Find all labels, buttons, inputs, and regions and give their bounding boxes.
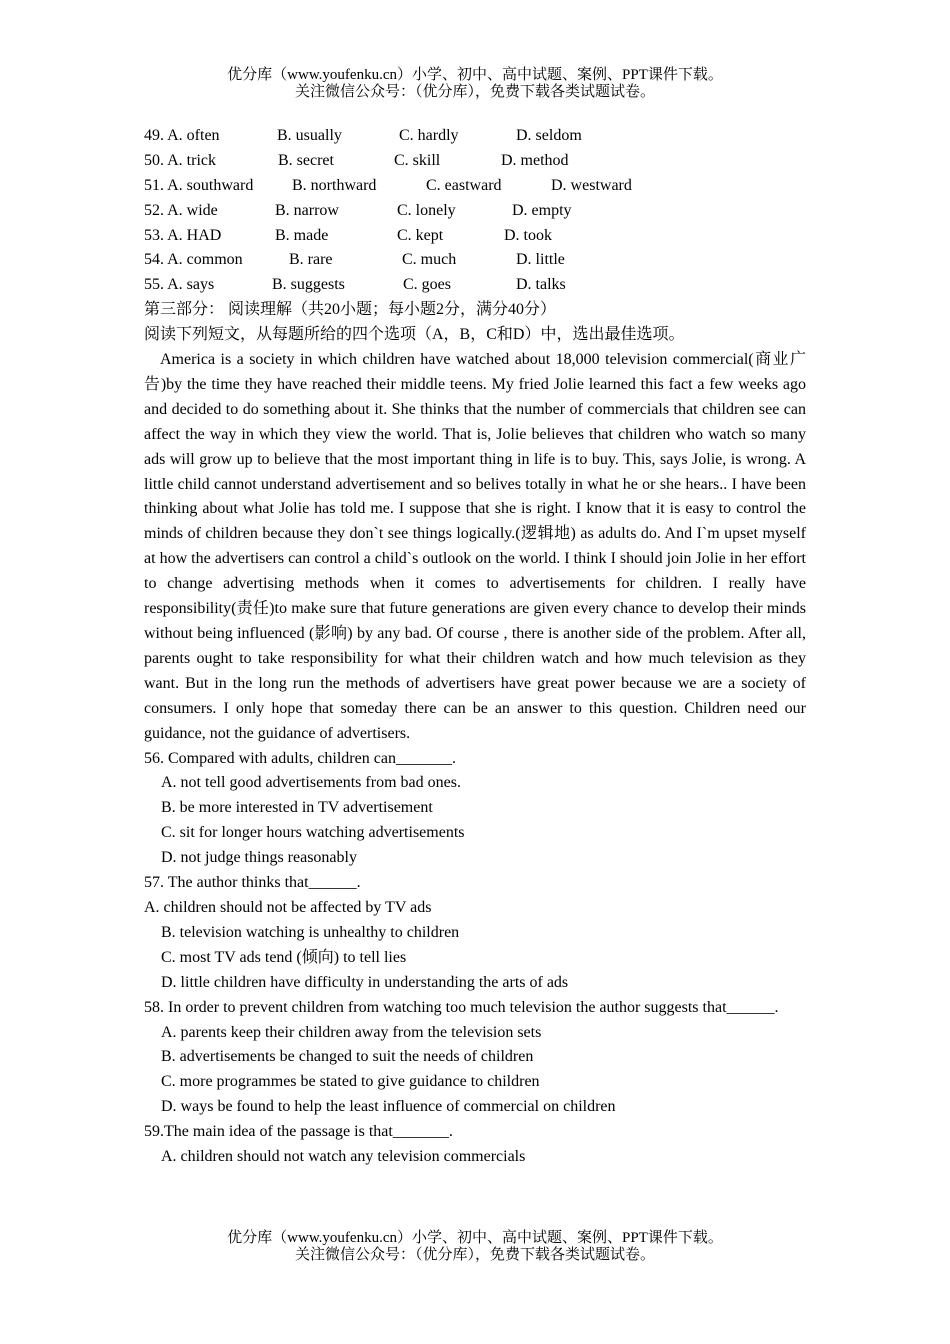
option-c: C. goes bbox=[403, 276, 451, 294]
option-d: D. little bbox=[516, 251, 565, 269]
question-56 bbox=[144, 747, 806, 872]
question-stem: 56. Compared with adults, children can_______. bbox=[144, 749, 456, 767]
option-c: C. much bbox=[402, 251, 457, 269]
answer-option-d: D. ways be found to help the least influence of commercial on children bbox=[161, 1098, 616, 1116]
option-b: B. usually bbox=[277, 127, 342, 144]
question-57 bbox=[144, 871, 806, 996]
option-d: D. westward bbox=[551, 176, 632, 194]
option-b: B. suggests bbox=[272, 276, 345, 294]
option-d: D. method bbox=[501, 151, 569, 169]
answer-option-c: C. sit for longer hours watching advertisements bbox=[161, 824, 465, 842]
cloze-options bbox=[144, 124, 806, 298]
option-row-51 bbox=[144, 174, 806, 199]
option-row-52 bbox=[144, 199, 806, 224]
answer-option-d: D. not judge things reasonably bbox=[161, 849, 357, 867]
option-d: D. talks bbox=[516, 276, 566, 294]
option-a: 55. A. says bbox=[144, 276, 215, 294]
option-c: C. lonely bbox=[397, 201, 456, 219]
option-row-50 bbox=[144, 149, 806, 174]
answer-option-b: B. advertisements be changed to suit the needs of children bbox=[161, 1048, 534, 1066]
option-c: C. skill bbox=[394, 151, 441, 169]
answer-option-c: C. more programmes be stated to give guidance to children bbox=[161, 1073, 540, 1091]
answer-option-a: A. children should not watch any television commercials bbox=[161, 1148, 526, 1166]
answer-option-b: B. television watching is unhealthy to children bbox=[161, 923, 460, 941]
header-line-1: 优分库（www.youfenku.cn）小学、初中、高中试题、案例、PPT课件下载。 bbox=[227, 67, 723, 83]
footer-line-2: 关注微信公众号：（优分库），免费下载各类试题试卷。 bbox=[294, 1247, 655, 1263]
answer-option-a: A. children should not be affected by TV ads bbox=[144, 898, 432, 916]
question-58 bbox=[144, 996, 806, 1121]
option-a: 54. A. common bbox=[144, 251, 243, 269]
option-row-49 bbox=[144, 124, 806, 149]
option-a: 51. A. southward bbox=[144, 176, 254, 194]
option-b: B. northward bbox=[292, 176, 377, 194]
header-line-2: 关注微信公众号：（优分库），免费下载各类试题试卷。 bbox=[294, 84, 655, 100]
option-d: D. empty bbox=[512, 201, 572, 219]
option-a: 52. A. wide bbox=[144, 201, 218, 219]
question-stem: 59.The main idea of the passage is that_______. bbox=[144, 1123, 453, 1141]
reading-passage: America is a society in which children have watched about 18,000 television commercial(商业广告)by the time they have reached their middle teens. My fried Jolie learned this fact a few weeks ago and decided to do something about it. She thinks that the number of commercials that children see can affect the way in which they view the world. That is, Jolie believes that children who watch so many ads will grow up to believe that the most important thing in life is to buy. This, says Jolie, is wrong. A little child cannot understand advertisement and so belives totally in what he or she hears.. I have been thinking about what Jolie has told me. I suppose that she is right. I know that it is easy to control the minds of children because they don`t see things logically.(逻辑地) as adults do. And I`m upset myself at how the advertisers can control a child`s outlook on the world. I think I should join Jolie in her effort to change advertising methods when it comes to advertisements for children. I really have responsibility(责任)to make sure that future generations are given every chance to develop their minds without being influenced (影响) by any bad. Of course , there is another side of the problem. After all, parents ought to take responsibility for what their children watch and how much television as they want. But in the long run the methods of advertisers have great power because we are a society of consumers. I only hope that someday there can be an answer to this question. Children need our guidance, not the guidance of advertisers. bbox=[144, 351, 807, 742]
option-d: D. took bbox=[504, 226, 552, 244]
answer-option-a: A. parents keep their children away from the television sets bbox=[161, 1023, 542, 1041]
answer-option-a: A. not tell good advertisements from bad ones. bbox=[161, 774, 461, 792]
option-b: B. secret bbox=[278, 151, 334, 169]
question-stem: 58. In order to prevent children from watching too much television the author suggests that______. bbox=[144, 998, 779, 1016]
answer-option-d: D. little children have difficulty in understanding the arts of ads bbox=[161, 973, 569, 991]
option-row-55 bbox=[144, 273, 806, 298]
option-a: 53. A. HAD bbox=[144, 226, 222, 244]
option-c: C. kept bbox=[397, 226, 444, 244]
footer-line-1: 优分库（www.youfenku.cn）小学、初中、高中试题、案例、PPT课件下载。 bbox=[227, 1230, 723, 1246]
option-a: 49. A. often bbox=[144, 127, 220, 144]
section-instruction: 阅读下列短文，从每题所给的四个选项（A，B，C和D）中，选出最佳选项。 bbox=[144, 326, 685, 344]
option-d: D. seldom bbox=[516, 127, 582, 144]
document-body bbox=[144, 124, 806, 1170]
question-stem: 57. The author thinks that______. bbox=[144, 874, 361, 892]
page-footer bbox=[0, 1230, 950, 1264]
option-c: C. eastward bbox=[426, 176, 502, 194]
option-row-54 bbox=[144, 248, 806, 273]
option-c: C. hardly bbox=[399, 127, 459, 144]
answer-option-c: C. most TV ads tend (倾向) to tell lies bbox=[161, 948, 407, 966]
option-b: B. rare bbox=[289, 251, 333, 269]
answer-option-b: B. be more interested in TV advertisement bbox=[161, 799, 433, 817]
option-a: 50. A. trick bbox=[144, 151, 216, 169]
page-header bbox=[0, 67, 950, 101]
option-b: B. made bbox=[275, 226, 329, 244]
option-b: B. narrow bbox=[275, 201, 339, 219]
section-title: 第三部分： 阅读理解（共20小题；每小题2分，满分40分） bbox=[144, 301, 557, 319]
option-row-53 bbox=[144, 224, 806, 249]
question-59 bbox=[144, 1120, 806, 1170]
